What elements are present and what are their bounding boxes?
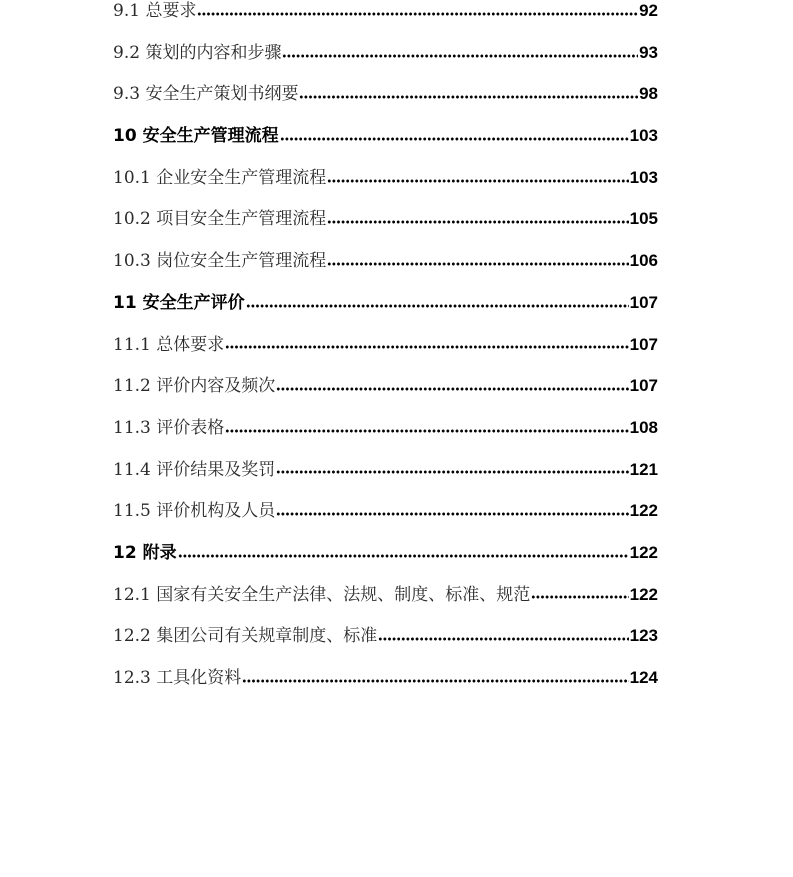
toc-chapter-label: 12 附录 — [113, 542, 177, 563]
toc-dot-leader — [299, 94, 638, 100]
toc-dot-leader — [178, 553, 629, 559]
toc-page-number: 122 — [629, 542, 658, 562]
toc-page-number: 123 — [629, 626, 658, 646]
toc-dot-leader — [276, 469, 628, 475]
toc-dot-leader — [276, 511, 628, 517]
toc-page-number: 107 — [629, 334, 658, 354]
toc-page-number: 105 — [629, 209, 658, 229]
toc-page-number: 92 — [639, 1, 658, 20]
toc-entry-9-2[interactable] — [113, 32, 658, 74]
toc-page-number: 122 — [629, 584, 658, 604]
toc-entry-10-2[interactable] — [113, 198, 658, 240]
toc-dot-leader — [197, 11, 638, 17]
toc-page-number: 121 — [629, 459, 658, 479]
toc-dot-leader — [531, 594, 628, 600]
toc-entry-label: 11.5 评价机构及人员 — [113, 501, 276, 522]
toc-entry-11-1[interactable] — [113, 324, 658, 366]
toc-dot-leader — [327, 219, 628, 225]
toc-entry-11-5[interactable] — [113, 490, 658, 532]
toc-entry-9-1[interactable] — [113, 0, 658, 32]
toc-entry-10-1[interactable] — [113, 157, 658, 199]
toc-dot-leader — [378, 636, 628, 642]
toc-dot-leader — [276, 386, 628, 392]
toc-entry-label: 11.2 评价内容及频次 — [113, 376, 276, 397]
toc-chapter-label: 10 安全生产管理流程 — [113, 126, 279, 147]
toc-entry-label: 11.4 评价结果及奖罚 — [113, 459, 276, 480]
toc-dot-leader — [225, 344, 628, 350]
toc-dot-leader — [225, 428, 628, 434]
toc-dot-leader — [246, 303, 629, 309]
toc-entry-10-3[interactable] — [113, 240, 658, 282]
toc-entry-11-3[interactable] — [113, 407, 658, 449]
toc-page-number: 107 — [629, 376, 658, 396]
toc-entry-label: 10.2 项目安全生产管理流程 — [113, 209, 327, 230]
toc-entry-label: 10.3 岗位安全生产管理流程 — [113, 251, 327, 272]
toc-dot-leader — [327, 261, 628, 267]
toc-page-number: 107 — [629, 292, 658, 312]
toc-entry-12-3[interactable] — [113, 657, 658, 699]
toc-page-number: 98 — [639, 84, 658, 104]
toc-entry-label: 9.3 安全生产策划书纲要 — [113, 84, 299, 105]
toc-dot-leader — [280, 136, 629, 142]
toc-entry-label: 11.1 总体要求 — [113, 334, 225, 355]
toc-entry-12[interactable] — [113, 532, 658, 574]
toc-page-number: 124 — [629, 668, 658, 687]
toc-entry-12-1[interactable] — [113, 574, 658, 616]
toc-entry-label: 12.2 集团公司有关规章制度、标准 — [113, 626, 378, 647]
toc-page-number: 103 — [629, 126, 658, 146]
toc-entry-label: 10.1 企业安全生产管理流程 — [113, 167, 327, 188]
toc-page-number: 108 — [629, 417, 658, 437]
toc-entry-label: 12.1 国家有关安全生产法律、法规、制度、标准、规范 — [113, 584, 531, 605]
toc-entry-11-2[interactable] — [113, 365, 658, 407]
toc-entry-label: 9.1 总要求 — [113, 1, 197, 21]
toc-page-number: 106 — [629, 251, 658, 271]
toc-chapter-label: 11 安全生产评价 — [113, 292, 245, 313]
toc-entry-11-4[interactable] — [113, 449, 658, 491]
toc-entry-label: 12.3 工具化资料 — [113, 668, 242, 688]
toc-page-number: 103 — [629, 167, 658, 187]
toc-entry-9-3[interactable] — [113, 73, 658, 115]
toc-page-number: 93 — [639, 42, 658, 62]
toc-entry-12-2[interactable] — [113, 615, 658, 657]
table-of-contents — [113, 0, 658, 699]
toc-entry-10[interactable] — [113, 115, 658, 157]
toc-dot-leader — [282, 53, 638, 59]
toc-entry-11[interactable] — [113, 282, 658, 324]
toc-entry-label: 9.2 策划的内容和步骤 — [113, 42, 282, 63]
toc-dot-leader — [327, 178, 628, 184]
toc-page-number: 122 — [629, 501, 658, 521]
toc-dot-leader — [242, 678, 628, 684]
toc-entry-label: 11.3 评价表格 — [113, 417, 225, 438]
